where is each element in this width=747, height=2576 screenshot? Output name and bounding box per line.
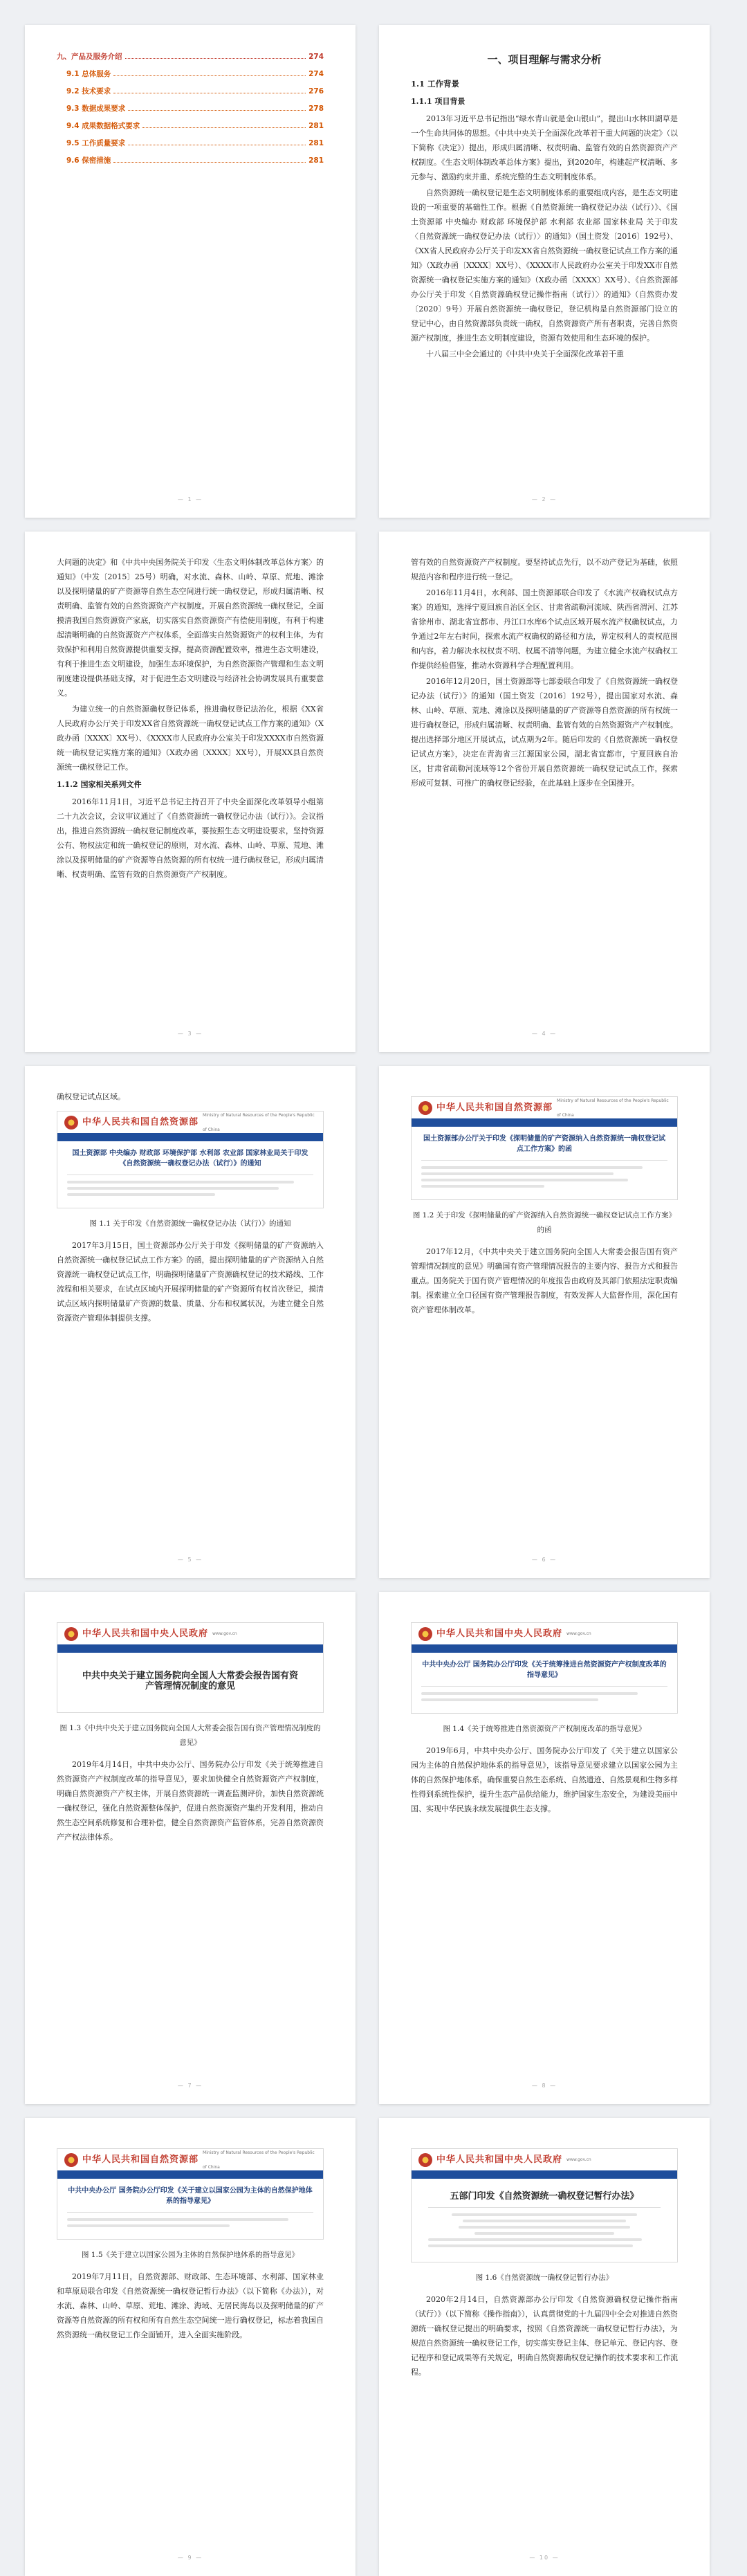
- document-page: [379, 25, 710, 518]
- site-navbar: [412, 1647, 677, 1653]
- toc-entry-page: 281: [308, 122, 324, 130]
- toc-entry[interactable]: [57, 48, 324, 66]
- figure-caption: 图 1.2 关于印发《探明储量的矿产资源纳入自然资源统一确权登记试点工作方案》的函: [412, 1211, 676, 1234]
- site-brand-sub: Ministry of Natural Resources of the People's Republic of China: [557, 1098, 669, 1118]
- body-paragraph: 2017年12月，《中共中央关于建立国务院向全国人大常委会报告国有资产管理情况制度的意见》明确国有资产管理情况报告的主要内容、报告方式和报告重点。国务院关于国有资产管理情况的年度报告由政府及其部门依照法定职责编制。探索建立全口径国有资产管理报告制度，有效发挥人大监督作用，深化国有资产管理体制改革。: [411, 1247, 678, 1314]
- notice-title: 五部门印发《自然资源统一确权登记暂行办法》: [450, 2191, 639, 2202]
- notice-title: 国土资源部 中央编办 财政部 环境保护部 水利部 农业部 国家林业局关于印发《自然资源统一确权登记办法（试行）》的通知: [72, 1150, 308, 1168]
- body-paragraph: 2020年2月14日，自然资源部办公厅印发《自然资源确权登记操作指南（试行）》（以下简称《操作指南》），认真贯彻党的十九届四中全会对推进自然资源统一确权登记提出的明确要求，按照《自然资源统一确权登记暂行办法》，为规范自然资源统一确权登记工作，切实落实登记主体、登记单元、登记内容、登记程序和登记成果等有关规定，明确自然资源确权登记操作的技术要求和工作流程。: [411, 2295, 678, 2377]
- page-number: — 5 —: [177, 1557, 203, 1563]
- body-paragraph: 为建立统一的自然资源确权登记体系，推进确权登记法治化，根据《XX省人民政府办公厅关于印发XX省自然资源统一确权登记试点工作方案的通知》（X政办函〔XXXX〕XX号）、《XXXX市人民政府办公室关于印发XXXX市自然资源统一确权登记实施方案的通知》（X政办函〔XXXX〕XX号），开展XX县自然资源统一确权登记工作。: [57, 705, 324, 772]
- site-header: [57, 1623, 323, 1647]
- document-page: [25, 532, 356, 1052]
- document-page: [25, 1066, 356, 1578]
- page-number: — 1 —: [177, 496, 203, 502]
- body-paragraph: 自然资源统一确权登记是生态文明制度体系的重要组成内容，是生态文明建设的一项重要的基础性工作。根据《自然资源统一确权登记办法（试行）》、《国土资源部 中央编办 财政部 环境保护部 水利部 农业部 国家林业局 关于印发〈自然资源统一确权登记办法（试行）〉的通知》（国土资发〔2016〕192号）、《XX省人民政府办公厅关于印发XX省自然资源统一确权登记试点工作方案的通知》（X政办函〔XXXX〕XX号）、《XXXX市人民政府办公室关于印发XX市自然资源统一确权登记实施方案的通知》（X政办函〔XXXX〕XX号）、《自然资源部办公厅关于印发〈自然资源确权登记操作指南（试行）〉的通知》（自然资办发〔2020〕9号）开展自然资源统一确权登记，登记机构是自然资源部门设立的登记中心，由自然资源部负责统一确权，自然资源资产所有者职责，完善自然资源产权制度，推进生态文明制度建设，资源有效使用和生态环境的保护。: [411, 188, 678, 343]
- site-header: [57, 2149, 323, 2173]
- subsection-heading: 1.1.1 项目背景: [411, 97, 465, 106]
- body-paragraph: 2017年3月15日，国土资源部办公厅关于印发《探明储量的矿产资源纳入自然资源统一确权登记试点工作方案》的函，提出探明储量的矿产资源纳入自然资源统一确权登记试点工作，明确探明储量矿产资源确权登记的技术路线、工作流程和相关要求，在试点区域内开展探明储量的矿产资源所有权首次登记，摸清试点区域内探明储量矿产资源的数量、质量、分布和权属状况，为建立健全自然资源资产管理体制提供支撑。: [57, 1241, 324, 1323]
- toc-entry[interactable]: [57, 135, 324, 152]
- body-paragraph: 2019年6月，中共中央办公厅、国务院办公厅印发了《关于建立以国家公园为主体的自然保护地体系的指导意见》，该指导意见要求建立以国家公园为主体的自然保护地体系，确保重要自然生态系统、自然遗迹、自然景观和生物多样性得到系统性保护，提升生态产品供给能力，维护国家生态安全，为建设美丽中国、实现中华民族永续发展提供生态支撑。: [411, 1746, 678, 1813]
- site-header: [412, 2149, 677, 2173]
- toc-entry[interactable]: [57, 100, 324, 118]
- notice-title: 中共中央办公厅 国务院办公厅印发《关于建立以国家公园为主体的自然保护地体系的指导意见》: [68, 2187, 313, 2205]
- site-navbar: [57, 1647, 323, 1653]
- toc-entry-label: 9.2 技术要求: [66, 87, 111, 96]
- site-header: [57, 1112, 323, 1135]
- site-brand: 中华人民共和国自然资源部: [436, 1103, 553, 1113]
- toc-leader-dots: [113, 162, 306, 163]
- body-paragraph: 2016年11月4日，水利部、国土资源部联合印发了《水流产权确权试点方案》的通知，选择宁夏回族自治区全区、甘肃省疏勒河流域、陕西省渭河、江苏省徐州市、湖北省宜都市、丹江口水库6个试点区域开展水流产权确权试点，力争通过2年左右时间，探索水流产权确权的路径和方法，界定权利人的责权范围和内容，着力解决水权权责不明、权属不清等问题，为建立健全水流产权确权工作提供经验借鉴，推动水资源科学合理配置利用。: [411, 588, 678, 670]
- webpage-screenshot: [411, 1622, 678, 1714]
- body-paragraph: 2013年习近平总书记指出“绿水青山就是金山银山”，提出山水林田湖草是一个生命共同体的思想。《中共中央关于全面深化改革若干重大问题的决定》（以下简称《决定》）提出，形成归属清晰、权责明确、监管有效的自然资源资产产权制度。《生态文明体制改革总体方案》提出，到2020年，构建起产权清晰、多元参与、激励约束并重、系统完整的生态文明制度体系。: [411, 114, 678, 181]
- body-paragraph: 管有效的自然资源资产产权制度。要坚持试点先行，以不动产登记为基础，依照规范内容和程序进行统一登记。: [411, 558, 678, 581]
- toc-entry-label: 9.4 成果数据格式要求: [66, 122, 140, 130]
- figure-caption: 图 1.3《中共中央关于建立国务院向全国人大常委会报告国有资产管理情况制度的意见》: [59, 1724, 321, 1747]
- notice-title: 国土资源部办公厅关于印发《探明储量的矿产资源纳入自然资源统一确权登记试点工作方案》的函: [423, 1135, 665, 1153]
- body-paragraph: 2016年11月1日，习近平总书记主持召开了中央全面深化改革领导小组第二十九次会议，会议审议通过了《自然资源统一确权登记办法（试行）》。会议指出，推进自然资源统一确权登记制度改革，要按照生态文明建设要求，坚持资源公有、物权法定和统一确权登记的原则，对水流、森林、山岭、草原、荒地、滩涂以及探明储量的矿产资源等自然资源的所有权统一进行确权登记，形成归属清晰、权责明确、监管有效的自然资源资产产权制度。: [57, 797, 324, 879]
- toc-entry-page: 274: [308, 70, 324, 78]
- page-number: — 9 —: [177, 2555, 203, 2561]
- toc-entry-page: 281: [308, 139, 324, 147]
- toc-entry-page: 274: [308, 53, 324, 61]
- document-page: [25, 2118, 356, 2576]
- body-paragraph: 2016年12月20日，国土资源部等七部委联合印发了《自然资源统一确权登记办法（试行）》的通知（国土资发〔2016〕192号），提出国家对水流、森林、山岭、草原、荒地、滩涂以及探明储量的矿产资源等自然资源的所有权统一进行确权登记，形成归属清晰、权责明确、监管有效的自然资源资产产权制度。提出选择部分地区开展试点，试点期为2年。随后印发的《自然资源统一确权登记试点方案》，决定在青海省三江源国家公园，湖北省宜都市，宁夏回族自治区，甘肃省疏勒河流域等12个省份开展自然资源统一确权登记试点工作，探索形成可复制、可推广的确权登记经验，在此基础上逐步在全国推开。: [411, 677, 678, 788]
- toc-entry[interactable]: [57, 152, 324, 170]
- figure-caption: 图 1.6《自然资源统一确权登记暂行办法》: [475, 2274, 614, 2282]
- document-page: [25, 1592, 356, 2104]
- site-brand-sub: www.gov.cn: [212, 1631, 237, 1636]
- toc-entry-label: 9.5 工作质量要求: [66, 139, 126, 147]
- body-paragraph: 大问题的决定》和《中共中央国务院关于印发〈生态文明体制改革总体方案〉的通知》（中发〔2015〕25号）明确，对水流、森林、山岭、草原、荒地、滩涂以及探明储量的矿产资源等自然生态空间进行统一确权登记，形成归属清晰、权责明确、监管有效的自然资源资产产权制度。开展自然资源统一确权登记，全面摸清我国自然资源资产家底，切实落实自然资源资产有偿使用制度，有利于构建起清晰明确的自然资源资产产权体系，全面落实自然资源资产的权利主体，为有效保护和利用自然资源提供重要支撑，提高资源配置效率，推进生态文明建设，有利于推进生态文明建设，加强生态环境保护，为自然资源资产管理和生态文明制度建设提供基础支撑，对于促进生态文明建设与经济社会协调发展具有重要意义。: [57, 558, 324, 698]
- document-page: [379, 2118, 710, 2576]
- national-emblem-icon: [64, 1116, 78, 1130]
- body-paragraph: 2019年7月11日，自然资源部、财政部、生态环境部、水利部、国家林业和草原局联合印发《自然资源统一确权登记暂行办法》（以下简称《办法》），对水流、森林、山岭、草原、荒地、滩涂、海域、无居民海岛以及探明储量的矿产资源等自然资源的所有权和所有自然生态空间统一进行确权登记，标志着我国自然资源统一确权登记工作全面铺开，进入全面实施阶段。: [57, 2272, 324, 2339]
- site-header: [412, 1097, 677, 1121]
- site-navbar: [412, 2173, 677, 2179]
- table-of-contents: [25, 25, 356, 170]
- site-brand-sub: Ministry of Natural Resources of the People's Republic of China: [203, 2150, 315, 2170]
- toc-entry-page: 281: [308, 156, 324, 165]
- site-brand: 中华人民共和国自然资源部: [82, 2155, 199, 2165]
- toc-entry-label: 9.1 总体服务: [66, 70, 111, 78]
- site-brand-sub: www.gov.cn: [566, 2157, 591, 2162]
- toc-entry-page: 278: [308, 105, 324, 113]
- page-number: — 7 —: [177, 2083, 203, 2089]
- page-number: — 6 —: [531, 1557, 557, 1563]
- webpage-screenshot: [57, 1111, 324, 1208]
- subsection-heading: 1.1.2 国家相关系列文件: [57, 780, 142, 789]
- national-emblem-icon: [418, 2153, 432, 2167]
- figure-caption: 图 1.4《关于统筹推进自然资源资产产权制度改革的指导意见》: [443, 1725, 646, 1733]
- national-emblem-icon: [64, 2153, 78, 2167]
- document-page: [379, 532, 710, 1052]
- site-brand: 中华人民共和国自然资源部: [82, 1117, 199, 1127]
- webpage-screenshot: [411, 2148, 678, 2262]
- page-number: — 3 —: [177, 1031, 203, 1037]
- page-number: — 8 —: [531, 2083, 557, 2089]
- toc-leader-dots: [142, 127, 306, 128]
- notice-title: 中共中央办公厅 国务院办公厅印发《关于统筹推进自然资源资产产权制度改革的指导意见》: [422, 1661, 667, 1679]
- body-paragraph: 十八届三中全会通过的《中共中央关于全面深化改革若干重: [426, 350, 624, 359]
- site-brand: 中华人民共和国中央人民政府: [436, 2155, 563, 2165]
- toc-entry[interactable]: [57, 118, 324, 135]
- toc-entry[interactable]: [57, 83, 324, 100]
- page-number: — 4 —: [531, 1031, 557, 1037]
- chapter-title: 一、项目理解与需求分析: [487, 53, 602, 66]
- body-paragraph: 2019年4月14日，中共中央办公厅、国务院办公厅印发《关于统筹推进自然资源资产产权制度改革的指导意见》，要求加快健全自然资源资产产权制度，明确自然资源资产产权主体，开展自然资源统一调查监测评价，加快自然资源统一确权登记，强化自然资源整体保护，促进自然资源资产集约开发利用，推动自然生态空间系统修复和合理补偿，健全自然资源资产监管体系，完善自然资源资产产权法律体系。: [57, 1760, 324, 1842]
- figure-caption: 图 1.1 关于印发《自然资源统一确权登记办法（试行）》的通知: [89, 1219, 291, 1228]
- document-page: [25, 25, 356, 518]
- section-heading: 1.1 工作背景: [411, 79, 460, 89]
- toc-leader-dots: [125, 58, 306, 59]
- webpage-screenshot: [57, 2148, 324, 2240]
- notice-title: 中共中央关于建立国务院向全国人大常委会报告国有资产管理情况制度的意见: [82, 1671, 298, 1691]
- document-page: [379, 1592, 710, 2104]
- national-emblem-icon: [64, 1627, 78, 1641]
- toc-entry-page: 276: [308, 87, 324, 96]
- site-brand-sub: Ministry of Natural Resources of the People's Republic of China: [203, 1112, 315, 1132]
- document-page: [379, 1066, 710, 1578]
- site-header: [412, 1623, 677, 1647]
- toc-entry-label: 9.6 保密措施: [66, 156, 111, 165]
- national-emblem-icon: [418, 1627, 432, 1641]
- national-emblem-icon: [418, 1101, 432, 1115]
- toc-entry-label: 九、产品及服务介绍: [57, 53, 122, 61]
- toc-entry[interactable]: [57, 66, 324, 83]
- body-paragraph: 确权登记试点区域。: [57, 1092, 125, 1101]
- webpage-screenshot: [411, 1096, 678, 1200]
- toc-entry-label: 9.3 数据成果要求: [66, 105, 126, 113]
- page-number: — 2 —: [531, 496, 557, 502]
- page-number: — 10 —: [529, 2555, 560, 2561]
- site-brand-sub: www.gov.cn: [566, 1631, 591, 1636]
- toc-leader-dots: [128, 110, 306, 111]
- site-brand: 中华人民共和国中央人民政府: [82, 1629, 209, 1639]
- site-brand: 中华人民共和国中央人民政府: [436, 1629, 563, 1639]
- toc-leader-dots: [113, 75, 306, 76]
- webpage-screenshot: [57, 1622, 324, 1713]
- figure-caption: 图 1.5《关于建立以国家公园为主体的自然保护地体系的指导意见》: [81, 2251, 299, 2259]
